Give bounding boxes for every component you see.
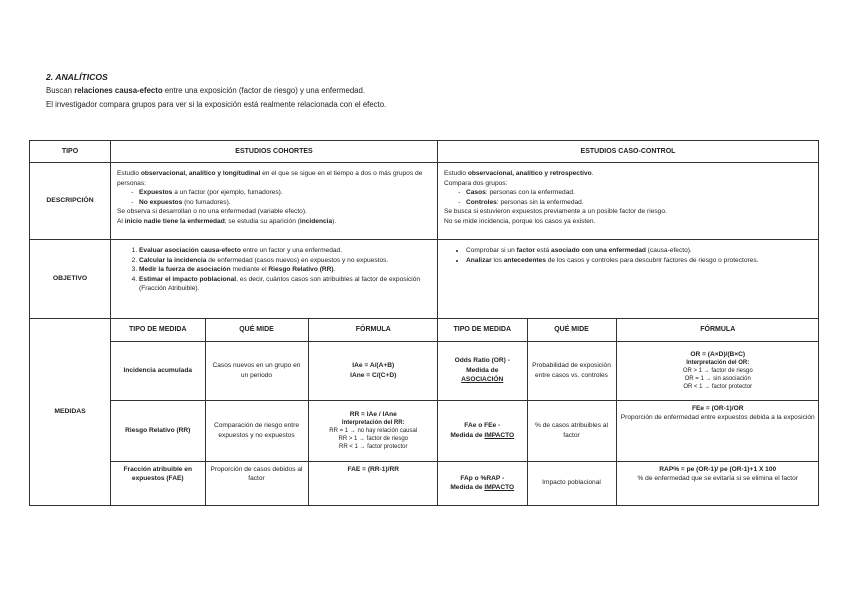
med-tipo-rap: FAp o %RAP - Medida de IMPACTO (438, 461, 527, 505)
med-tipo-incidencia: Incidencia acumulada (111, 341, 205, 400)
med-tipo-or: Odds Ratio (OR) - Medida de ASOCIACIÓN (438, 341, 527, 400)
descripcion-cohortes: Estudio observacional, analítico y longitudinal en el que se sigue en el tiempo a dos o más grupos de personas: - Expuestos a un factor (por ejemplo, fumadores). - No expuestos (no fumadores). Se observa si desarrollan o no una enfermedad (variable efecto). Al inicio nadie tiene la enfermedad; se estudia su aparición (incidencia). (111, 163, 438, 240)
med-que-incidencia: Casos nuevos en un grupo en un periodo (205, 341, 308, 400)
med-que-fae-caso: % de casos atribuibles al factor (527, 400, 616, 461)
med-tipo-rr: Riesgo Relativo (RR) (111, 400, 205, 461)
med-formula-fae-caso: FEe = (OR-1)/OR Proporción de enfermedad entre expuestos debida a la exposición (616, 400, 819, 461)
med-que-rr: Comparación de riesgo entre expuestos y no expuestos (205, 400, 308, 461)
med-formula-fae: FAE = (RR-1)/RR (308, 461, 438, 505)
intro-text: Buscan (46, 86, 75, 95)
med-header-formula: FÓRMULA (616, 319, 819, 341)
header-tipo: TIPO (30, 141, 111, 163)
medidas-cohortes-table (111, 319, 438, 505)
medidas-cohortes (111, 319, 438, 506)
header-caso-control: ESTUDIOS CASO-CONTROL (438, 141, 819, 163)
list-item: 1. Evaluar asociación causa-efecto entre un factor y una enfermedad. (139, 246, 431, 256)
intro-line-2: El investigador compara grupos para ver si la exposición está realmente relacionada con el efecto. (46, 100, 387, 109)
descripcion-caso-control: Estudio observacional, analítico y retrospectivo. Compara dos grupos: - Casos: personas con la enfermedad. - Controles: personas sin la enfermedad. Se busca si estuvieron expuestos previamente a un posible factor de riesgo. No se mide incidencia, porque los casos ya existen. (438, 163, 819, 240)
medidas-caso-table (438, 319, 819, 505)
row-label-medidas: MEDIDAS (30, 319, 111, 506)
med-que-or: Probabilidad de exposición entre casos vs. controles (527, 341, 616, 400)
row-label-objetivo: OBJETIVO (30, 240, 111, 319)
med-formula-or: OR = (A×D)/(B×C) Interpretación del OR: OR > 1 → factor de riesgo OR = 1 → sin asociación OR < 1 → factor protector (616, 341, 819, 400)
list-item: 4. Estimar el impacto poblacional, es decir, cuántos casos son atribuibles al factor de exposición (Fracción Atribuible). (139, 275, 431, 294)
header-cohortes: ESTUDIOS COHORTES (111, 141, 438, 163)
med-formula-rap: RAP% = pe (OR-1)/ pe (OR-1)+1 X 100 % de enfermedad que se evitaría si se elimina el factor (616, 461, 819, 505)
intro-text: entre una exposición (factor de riesgo) y una enfermedad. (162, 86, 366, 95)
list-item: - No expuestos (no fumadores). (139, 198, 431, 208)
med-header-que: QUÉ MIDE (205, 319, 308, 341)
med-que-fae: Proporción de casos debidos al factor (205, 461, 308, 505)
med-header-tipo: TIPO DE MEDIDA (438, 319, 527, 341)
med-formula-incidencia: IAe = A/(A+B) IAne = C/(C+D) (308, 341, 438, 400)
intro-line-1 (46, 85, 806, 96)
objetivo-cohortes (111, 240, 438, 319)
row-label-descripcion: DESCRIPCIÓN (30, 163, 111, 240)
med-tipo-fae-caso: FAe o FEe - Medida de IMPACTO (438, 400, 527, 461)
objetivo-caso-control (438, 240, 819, 319)
medidas-caso-control (438, 319, 819, 506)
comparison-table (29, 140, 819, 506)
med-header-tipo: TIPO DE MEDIDA (111, 319, 205, 341)
intro-bold: relaciones causa-efecto (74, 86, 163, 95)
med-formula-rr: RR = IAe / IAne Interpretación del RR: RR = 1 → no hay relación causal RR > 1 → factor de riesgo RR < 1 → factor protector (308, 400, 438, 461)
list-item: - Casos: personas con la enfermedad. (466, 188, 812, 198)
intro-section (46, 72, 806, 113)
list-item: - Controles: personas sin la enfermedad. (466, 198, 812, 208)
med-header-que: QUÉ MIDE (527, 319, 616, 341)
med-header-formula: FÓRMULA (308, 319, 438, 341)
list-item: • Analizar los antecedentes de los casos y controles para descubrir factores de riesgo o protectores. (466, 256, 812, 266)
list-item: - Expuestos a un factor (por ejemplo, fumadores). (139, 188, 431, 198)
list-item: • Comprobar si un factor está asociado con una enfermedad (causa-efecto). (466, 246, 812, 256)
med-tipo-fae: Fracción atribuible en expuestos (FAE) (111, 461, 205, 505)
med-que-rap: Impacto poblacional (527, 461, 616, 505)
list-item: 2. Calcular la incidencia de enfermedad (casos nuevos) en expuestos y no expuestos. (139, 256, 431, 266)
section-heading: 2. ANALÍTICOS (46, 72, 108, 82)
list-item: 3. Medir la fuerza de asociación mediante el Riesgo Relativo (RR). (139, 265, 431, 275)
